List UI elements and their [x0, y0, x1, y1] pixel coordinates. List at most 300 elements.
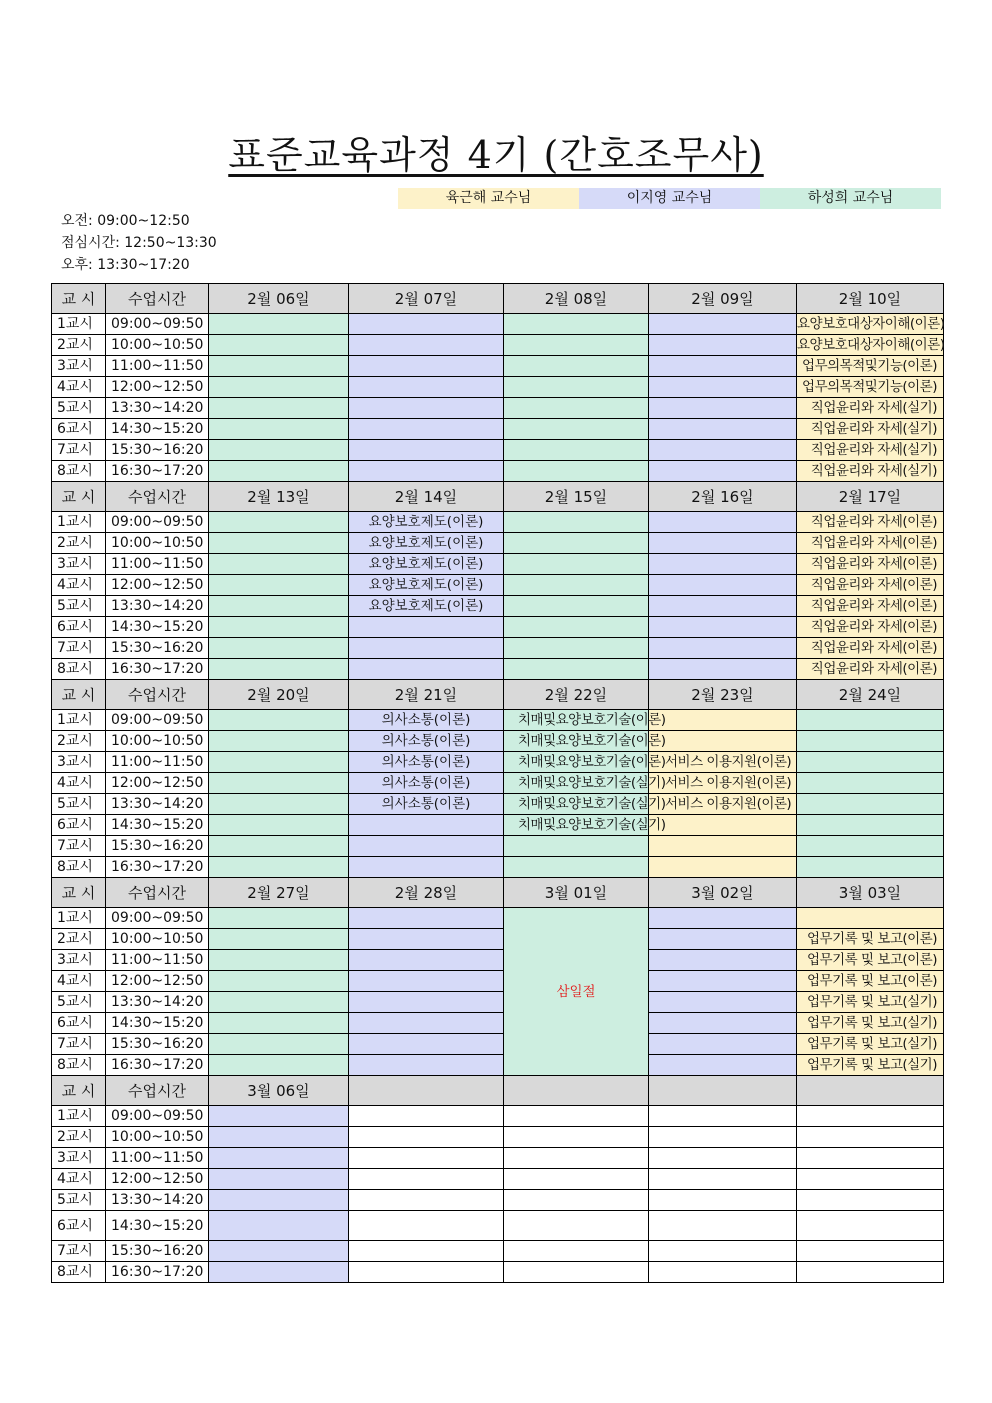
schedule-cell [504, 1148, 649, 1169]
schedule-cell [349, 1169, 504, 1190]
schedule-cell [209, 929, 349, 950]
schedule-table [51, 283, 944, 1283]
schedule-cell [649, 1013, 797, 1034]
schedule-cell [649, 815, 797, 836]
period-time: 12:00~12:50 [106, 971, 209, 992]
schedule-cell [504, 1127, 649, 1148]
schedule-cell [504, 1241, 649, 1262]
period-label: 6교시 [52, 419, 106, 440]
schedule-cell: 요양보호제도(이론) [349, 596, 504, 617]
schedule-cell [209, 710, 349, 731]
schedule-cell: 업무기록 및 보고(실기) [797, 1055, 944, 1076]
period-label: 2교시 [52, 533, 106, 554]
period-time: 14:30~15:20 [106, 419, 209, 440]
schedule-cell: 직업윤리와 자세(이론) [797, 554, 944, 575]
schedule-cell [649, 596, 797, 617]
day-header: 3월 01일 [504, 878, 649, 908]
table-row [52, 1262, 944, 1283]
day-header: 2월 24일 [797, 680, 944, 710]
lunch-time: 점심시간: 12:50~13:30 [61, 235, 217, 251]
instructor-legend [398, 188, 941, 209]
schedule-cell [209, 1106, 349, 1127]
table-row [52, 356, 944, 377]
period-time: 12:00~12:50 [106, 773, 209, 794]
day-header: 2월 09일 [649, 284, 797, 314]
day-header: 2월 20일 [209, 680, 349, 710]
schedule-cell [209, 857, 349, 878]
day-header: 3월 02일 [649, 878, 797, 908]
period-label: 2교시 [52, 929, 106, 950]
period-time: 13:30~14:20 [106, 398, 209, 419]
table-row [52, 836, 944, 857]
table-row [52, 908, 944, 929]
period-time: 10:00~10:50 [106, 335, 209, 356]
day-header: 2월 16일 [649, 482, 797, 512]
schedule-cell [349, 461, 504, 482]
schedule-cell [649, 857, 797, 878]
period-label: 7교시 [52, 836, 106, 857]
schedule-cell [649, 1055, 797, 1076]
period-label: 4교시 [52, 377, 106, 398]
schedule-cell [349, 638, 504, 659]
period-label: 7교시 [52, 638, 106, 659]
table-row [52, 815, 944, 836]
period-label: 3교시 [52, 356, 106, 377]
table-row [52, 950, 944, 971]
table-row [52, 575, 944, 596]
schedule-cell [349, 950, 504, 971]
legend-instructor-2: 이지영 교수님 [579, 188, 760, 209]
day-header [649, 1076, 797, 1106]
period-label: 7교시 [52, 440, 106, 461]
schedule-cell [649, 575, 797, 596]
schedule-cell [797, 794, 944, 815]
schedule-cell [504, 836, 649, 857]
schedule-cell: 업무기록 및 보고(이론) [797, 950, 944, 971]
table-row [52, 554, 944, 575]
schedule-cell [209, 335, 349, 356]
schedule-cell [797, 1127, 944, 1148]
schedule-cell [209, 377, 349, 398]
day-header: 2월 13일 [209, 482, 349, 512]
table-row [52, 1169, 944, 1190]
schedule-cell [649, 1169, 797, 1190]
afternoon-time: 오후: 13:30~17:20 [61, 257, 190, 273]
schedule-cell [349, 377, 504, 398]
schedule-cell [797, 1211, 944, 1241]
schedule-cell [349, 356, 504, 377]
period-time: 10:00~10:50 [106, 929, 209, 950]
period-label: 7교시 [52, 1241, 106, 1262]
table-row [52, 1211, 944, 1241]
table-row [52, 710, 944, 731]
header-time: 수업시간 [106, 284, 209, 314]
table-row [52, 857, 944, 878]
schedule-cell: 치매및요양보호기술(이론) [504, 752, 649, 773]
period-label: 1교시 [52, 512, 106, 533]
schedule-cell [504, 398, 649, 419]
period-time: 15:30~16:20 [106, 1241, 209, 1262]
week-header-row [52, 482, 944, 512]
schedule-cell: 업무의목적및기능(이론) [797, 377, 944, 398]
day-header: 2월 28일 [349, 878, 504, 908]
schedule-cell: 치매및요양보호기술(이론) [504, 710, 649, 731]
schedule-cell [504, 356, 649, 377]
schedule-cell [797, 752, 944, 773]
schedule-cell: 의사소통(이론) [349, 731, 504, 752]
table-row [52, 992, 944, 1013]
schedule-cell [209, 773, 349, 794]
schedule-cell [649, 335, 797, 356]
period-time: 12:00~12:50 [106, 1169, 209, 1190]
day-header: 2월 17일 [797, 482, 944, 512]
period-time: 16:30~17:20 [106, 1262, 209, 1283]
period-time: 16:30~17:20 [106, 1055, 209, 1076]
table-row [52, 929, 944, 950]
period-label: 4교시 [52, 1169, 106, 1190]
period-time: 11:00~11:50 [106, 752, 209, 773]
schedule-cell [349, 1013, 504, 1034]
schedule-cell [349, 1241, 504, 1262]
period-time: 14:30~15:20 [106, 815, 209, 836]
table-row [52, 314, 944, 335]
schedule-cell [504, 857, 649, 878]
day-header: 3월 03일 [797, 878, 944, 908]
schedule-cell [797, 731, 944, 752]
schedule-cell: 직업윤리와 자세(이론) [797, 575, 944, 596]
header-period: 교 시 [52, 482, 106, 512]
schedule-cell [209, 794, 349, 815]
schedule-cell [209, 314, 349, 335]
header-time: 수업시간 [106, 1076, 209, 1106]
period-time: 16:30~17:20 [106, 659, 209, 680]
schedule-cell [349, 857, 504, 878]
table-row [52, 752, 944, 773]
schedule-cell [209, 950, 349, 971]
schedule-cell [649, 533, 797, 554]
period-label: 2교시 [52, 731, 106, 752]
schedule-cell [209, 638, 349, 659]
schedule-cell [504, 1211, 649, 1241]
schedule-cell [504, 1262, 649, 1283]
holiday-cell: 삼일절 [504, 908, 649, 1076]
schedule-cell [209, 1148, 349, 1169]
header-time: 수업시간 [106, 878, 209, 908]
table-row [52, 1190, 944, 1211]
header-time: 수업시간 [106, 482, 209, 512]
schedule-cell: 직업윤리와 자세(이론) [797, 533, 944, 554]
schedule-cell [209, 398, 349, 419]
schedule-cell [209, 596, 349, 617]
schedule-cell [504, 596, 649, 617]
schedule-cell [649, 461, 797, 482]
header-period: 교 시 [52, 1076, 106, 1106]
schedule-cell [649, 617, 797, 638]
schedule-cell [209, 1211, 349, 1241]
schedule-cell [797, 836, 944, 857]
schedule-cell [504, 440, 649, 461]
schedule-cell [649, 992, 797, 1013]
table-row [52, 638, 944, 659]
schedule-cell [649, 398, 797, 419]
schedule-cell [649, 1127, 797, 1148]
period-label: 7교시 [52, 1034, 106, 1055]
table-row [52, 1013, 944, 1034]
period-time: 09:00~09:50 [106, 314, 209, 335]
schedule-cell: 직업윤리와 자세(실기) [797, 440, 944, 461]
day-header: 2월 10일 [797, 284, 944, 314]
period-label: 2교시 [52, 1127, 106, 1148]
schedule-cell [649, 731, 797, 752]
table-row [52, 1148, 944, 1169]
table-row [52, 596, 944, 617]
period-label: 8교시 [52, 1262, 106, 1283]
schedule-cell [504, 1106, 649, 1127]
period-label: 6교시 [52, 617, 106, 638]
schedule-cell [504, 1169, 649, 1190]
schedule-cell [349, 1190, 504, 1211]
schedule-cell: 의사소통(이론) [349, 794, 504, 815]
header-period: 교 시 [52, 284, 106, 314]
schedule-cell [209, 419, 349, 440]
schedule-cell [209, 575, 349, 596]
period-time: 13:30~14:20 [106, 1190, 209, 1211]
period-label: 1교시 [52, 908, 106, 929]
schedule-cell [349, 1055, 504, 1076]
day-header [797, 1076, 944, 1106]
period-label: 8교시 [52, 1055, 106, 1076]
day-header: 2월 22일 [504, 680, 649, 710]
period-label: 1교시 [52, 314, 106, 335]
table-row [52, 419, 944, 440]
schedule-cell [797, 1169, 944, 1190]
period-time: 15:30~16:20 [106, 440, 209, 461]
schedule-cell [649, 638, 797, 659]
schedule-cell [209, 659, 349, 680]
table-row [52, 461, 944, 482]
schedule-cell [349, 1034, 504, 1055]
schedule-cell [649, 710, 797, 731]
schedule-cell [209, 908, 349, 929]
schedule-cell: 치매및요양보호기술(실기) [504, 773, 649, 794]
schedule-cell [209, 815, 349, 836]
period-time: 12:00~12:50 [106, 377, 209, 398]
period-time: 11:00~11:50 [106, 1148, 209, 1169]
schedule-cell [349, 992, 504, 1013]
schedule-cell [349, 335, 504, 356]
day-header: 2월 23일 [649, 680, 797, 710]
schedule-cell [797, 773, 944, 794]
day-header: 3월 06일 [209, 1076, 349, 1106]
schedule-cell: 치매및요양보호기술(이론) [504, 731, 649, 752]
schedule-cell [209, 752, 349, 773]
day-header: 2월 07일 [349, 284, 504, 314]
period-time: 11:00~11:50 [106, 950, 209, 971]
schedule-cell [504, 512, 649, 533]
schedule-cell [349, 314, 504, 335]
table-row [52, 659, 944, 680]
period-time: 11:00~11:50 [106, 554, 209, 575]
day-header: 2월 14일 [349, 482, 504, 512]
period-time: 09:00~09:50 [106, 512, 209, 533]
schedule-cell [504, 314, 649, 335]
period-label: 6교시 [52, 1013, 106, 1034]
schedule-cell [504, 617, 649, 638]
header-time: 수업시간 [106, 680, 209, 710]
schedule-cell: 서비스 이용지원(이론) [649, 794, 797, 815]
day-header: 2월 08일 [504, 284, 649, 314]
period-time: 14:30~15:20 [106, 1211, 209, 1241]
period-label: 6교시 [52, 815, 106, 836]
schedule-cell: 직업윤리와 자세(이론) [797, 638, 944, 659]
period-time: 10:00~10:50 [106, 731, 209, 752]
legend-instructor-1: 육근해 교수님 [398, 188, 579, 209]
week-header-row [52, 1076, 944, 1106]
schedule-cell [209, 1034, 349, 1055]
period-label: 2교시 [52, 335, 106, 356]
table-row [52, 335, 944, 356]
schedule-cell: 업무기록 및 보고(실기) [797, 1013, 944, 1034]
table-row [52, 440, 944, 461]
schedule-cell [649, 377, 797, 398]
schedule-cell: 직업윤리와 자세(실기) [797, 398, 944, 419]
schedule-cell [209, 1262, 349, 1283]
schedule-cell [649, 1190, 797, 1211]
schedule-cell [649, 929, 797, 950]
period-label: 5교시 [52, 1190, 106, 1211]
schedule-cell [209, 533, 349, 554]
schedule-cell [504, 461, 649, 482]
period-label: 1교시 [52, 710, 106, 731]
schedule-cell [349, 929, 504, 950]
schedule-cell [797, 1106, 944, 1127]
schedule-cell: 업무기록 및 보고(실기) [797, 1034, 944, 1055]
period-time: 09:00~09:50 [106, 908, 209, 929]
schedule-cell: 의사소통(이론) [349, 773, 504, 794]
schedule-cell [797, 710, 944, 731]
period-time: 15:30~16:20 [106, 836, 209, 857]
schedule-cell [649, 314, 797, 335]
schedule-cell [649, 659, 797, 680]
day-header: 2월 21일 [349, 680, 504, 710]
table-row [52, 377, 944, 398]
schedule-cell [649, 836, 797, 857]
schedule-cell [649, 356, 797, 377]
schedule-cell [349, 1262, 504, 1283]
period-time: 15:30~16:20 [106, 1034, 209, 1055]
table-row [52, 1106, 944, 1127]
schedule-cell [209, 1055, 349, 1076]
schedule-cell [349, 1211, 504, 1241]
schedule-cell [649, 512, 797, 533]
schedule-cell [797, 857, 944, 878]
schedule-cell [209, 356, 349, 377]
schedule-cell [349, 908, 504, 929]
schedule-cell [649, 971, 797, 992]
schedule-cell [209, 1013, 349, 1034]
header-period: 교 시 [52, 680, 106, 710]
schedule-cell [504, 575, 649, 596]
schedule-cell [797, 908, 944, 929]
schedule-cell [649, 1106, 797, 1127]
period-label: 3교시 [52, 950, 106, 971]
schedule-cell [649, 419, 797, 440]
period-label: 3교시 [52, 1148, 106, 1169]
schedule-cell [504, 554, 649, 575]
schedule-cell: 요양보호제도(이론) [349, 512, 504, 533]
period-time: 10:00~10:50 [106, 533, 209, 554]
schedule-cell [649, 440, 797, 461]
schedule-cell [209, 1169, 349, 1190]
schedule-cell [504, 335, 649, 356]
schedule-cell [349, 971, 504, 992]
schedule-cell [504, 377, 649, 398]
period-label: 5교시 [52, 794, 106, 815]
schedule-cell: 업무기록 및 보고(이론) [797, 971, 944, 992]
schedule-cell [797, 1190, 944, 1211]
table-row [52, 512, 944, 533]
schedule-cell: 서비스 이용지원(이론) [649, 752, 797, 773]
period-label: 5교시 [52, 398, 106, 419]
schedule-cell: 의사소통(이론) [349, 710, 504, 731]
schedule-cell: 요양보호대상자이해(이론) [797, 335, 944, 356]
day-header [349, 1076, 504, 1106]
schedule-cell [349, 815, 504, 836]
period-label: 8교시 [52, 857, 106, 878]
table-row [52, 773, 944, 794]
period-label: 6교시 [52, 1211, 106, 1241]
schedule-cell [797, 1241, 944, 1262]
period-label: 5교시 [52, 992, 106, 1013]
schedule-cell [209, 461, 349, 482]
schedule-cell [209, 992, 349, 1013]
period-time: 14:30~15:20 [106, 1013, 209, 1034]
schedule-cell: 요양보호제도(이론) [349, 575, 504, 596]
day-header: 2월 06일 [209, 284, 349, 314]
page-title: 표준교육과정 4기 (간호조무사) [228, 133, 764, 177]
schedule-cell: 직업윤리와 자세(이론) [797, 659, 944, 680]
schedule-cell [504, 419, 649, 440]
period-label: 3교시 [52, 752, 106, 773]
period-time: 10:00~10:50 [106, 1127, 209, 1148]
schedule-cell [649, 908, 797, 929]
morning-time: 오전: 09:00~12:50 [61, 213, 190, 229]
schedule-cell [649, 1211, 797, 1241]
table-row [52, 533, 944, 554]
period-time: 09:00~09:50 [106, 1106, 209, 1127]
schedule-cell [797, 1148, 944, 1169]
schedule-cell [349, 398, 504, 419]
schedule-cell [649, 1034, 797, 1055]
schedule-cell [649, 554, 797, 575]
schedule-cell [504, 1190, 649, 1211]
week-header-row [52, 284, 944, 314]
period-time: 13:30~14:20 [106, 992, 209, 1013]
schedule-cell [349, 659, 504, 680]
table-row [52, 731, 944, 752]
table-row [52, 1127, 944, 1148]
schedule-cell: 치매및요양보호기술(실기) [504, 815, 649, 836]
schedule-cell [649, 1148, 797, 1169]
period-label: 8교시 [52, 461, 106, 482]
table-row [52, 1034, 944, 1055]
schedule-cell: 치매및요양보호기술(실기) [504, 794, 649, 815]
period-label: 3교시 [52, 554, 106, 575]
schedule-cell [349, 419, 504, 440]
period-time: 15:30~16:20 [106, 638, 209, 659]
schedule-cell [349, 1106, 504, 1127]
period-label: 8교시 [52, 659, 106, 680]
